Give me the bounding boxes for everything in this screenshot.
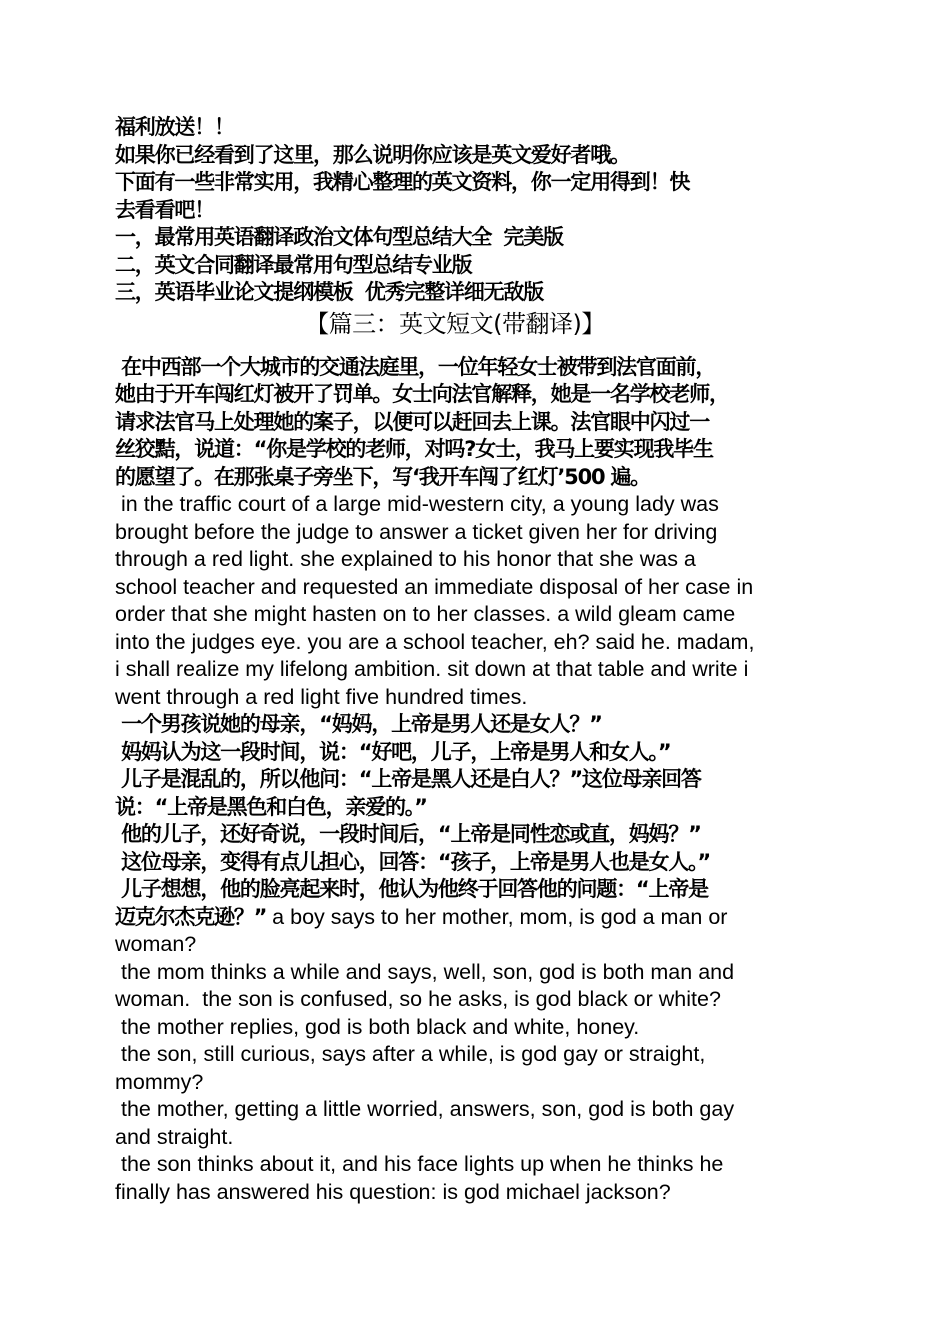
story2-mixed-zh: 迈克尔杰克逊？” [115,904,267,929]
intro-item-2: 二，英文合同翻译最常用句型总结专业版 [115,252,472,277]
story1-en-line: into the judges eye. you are a school teacher, eh? said he. madam, [115,629,755,654]
story2-en-line: woman? [115,932,197,956]
story2-zh-line: 妈妈认为这一段时间，说：“好吧，儿子，上帝是男人和女人。” [115,739,671,764]
story2-zh-line: 儿子是混乱的，所以他问：“上帝是黑人还是白人？”这位母亲回答 [115,767,701,791]
intro-block [115,114,835,307]
story2-en-line: the son, still curious, says after a while, is god gay or straight, [115,1042,706,1066]
story2-zh-line: 儿子想想，他的脸亮起来时，他认为他终于回答他的问题：“上帝是 [115,877,708,901]
story2-en-line: the son thinks about it, and his face lights up when he thinks he [115,1152,724,1176]
story1-chinese [115,354,835,492]
story2-zh-line: 他的儿子，还好奇说，一段时间后，“上帝是同性恋或直，妈妈？” [115,822,701,846]
story1-en-line: i shall realize my lifelong ambition. sit down at that table and write i [115,657,749,681]
intro-line-2: 如果你已经看到了这里，那么说明你应该是英文爱好者哦。 [115,142,630,167]
story1-zh-line: 她由于开车闯红灯被开了罚单。女士向法官解释，她是一名学校老师， [115,382,729,406]
story2-en-line: and straight. [115,1124,234,1149]
story1-english [115,491,835,711]
story1-en-line: through a red light. she explained to his honor that she was a [115,547,696,571]
story1-zh-line: 在中西部一个大城市的交通法庭里，一位年轻女士被带到法官面前， [115,354,716,379]
story2-chinese [115,711,835,931]
intro-item-3: 三，英语毕业论文提纲模板 优秀完整详细无敌版 [115,280,544,304]
story1-zh-line: 请求法官马上处理她的案子，以便可以赶回去上课。法官眼中闪过一 [115,409,709,434]
story1-en-line: went through a red light five hundred times. [115,684,528,709]
document-page [115,114,835,1206]
intro-line-4: 去看看吧！ [115,197,214,222]
story2-mixed-en: a boy says to her mother, mom, is god a man or [266,904,728,929]
story2-zh-line: 说：“上帝是黑色和白色，亲爱的。” [115,794,427,819]
story1-en-line: in the traffic court of a large mid-western city, a young lady was [115,492,719,516]
story1-en-line: brought before the judge to answer a ticket given her for driving [115,519,718,544]
story2-en-line: the mom thinks a while and says, well, son, god is both man and [115,959,735,984]
story2-en-line: woman. the son is confused, so he asks, is god black or white? [115,987,721,1011]
story1-en-line: order that she might hasten on to her classes. a wild gleam came [115,602,736,626]
story2-en-line: mommy? [115,1069,204,1094]
section-title: 【篇三：英文短文(带翻译)】 [305,309,605,338]
story2-en-line: the mother replies, god is both black and white, honey. [115,1014,640,1039]
story1-zh-line: 丝狡黠，说道：“你是学校的老师，对吗?女士，我马上要实现我毕生 [115,437,713,461]
story2-en-line: the mother, getting a little worried, answers, son, god is both gay [115,1097,735,1121]
story2-mixed-line [115,904,835,932]
story2-en-line: finally has answered his question: is god michael jackson? [115,1179,671,1204]
story2-english [115,931,835,1206]
intro-line-3: 下面有一些非常实用，我精心整理的英文资料，你一定用得到！快 [115,170,690,194]
story2-zh-line: 一个男孩说她的母亲，“妈妈，上帝是男人还是女人？” [115,712,602,736]
story1-en-line: school teacher and requested an immediate disposal of her case in [115,574,754,599]
story2-zh-line: 这位母亲，变得有点儿担心，回答：“孩子，上帝是男人也是女人。” [115,849,711,874]
intro-item-1: 一，最常用英语翻译政治文体句型总结大全 完美版 [115,225,563,249]
story1-zh-line: 的愿望了。在那张桌子旁坐下，写‘我开车闯了红灯’500 遍。 [115,464,651,489]
intro-line-1: 福利放送！！ [115,115,234,139]
